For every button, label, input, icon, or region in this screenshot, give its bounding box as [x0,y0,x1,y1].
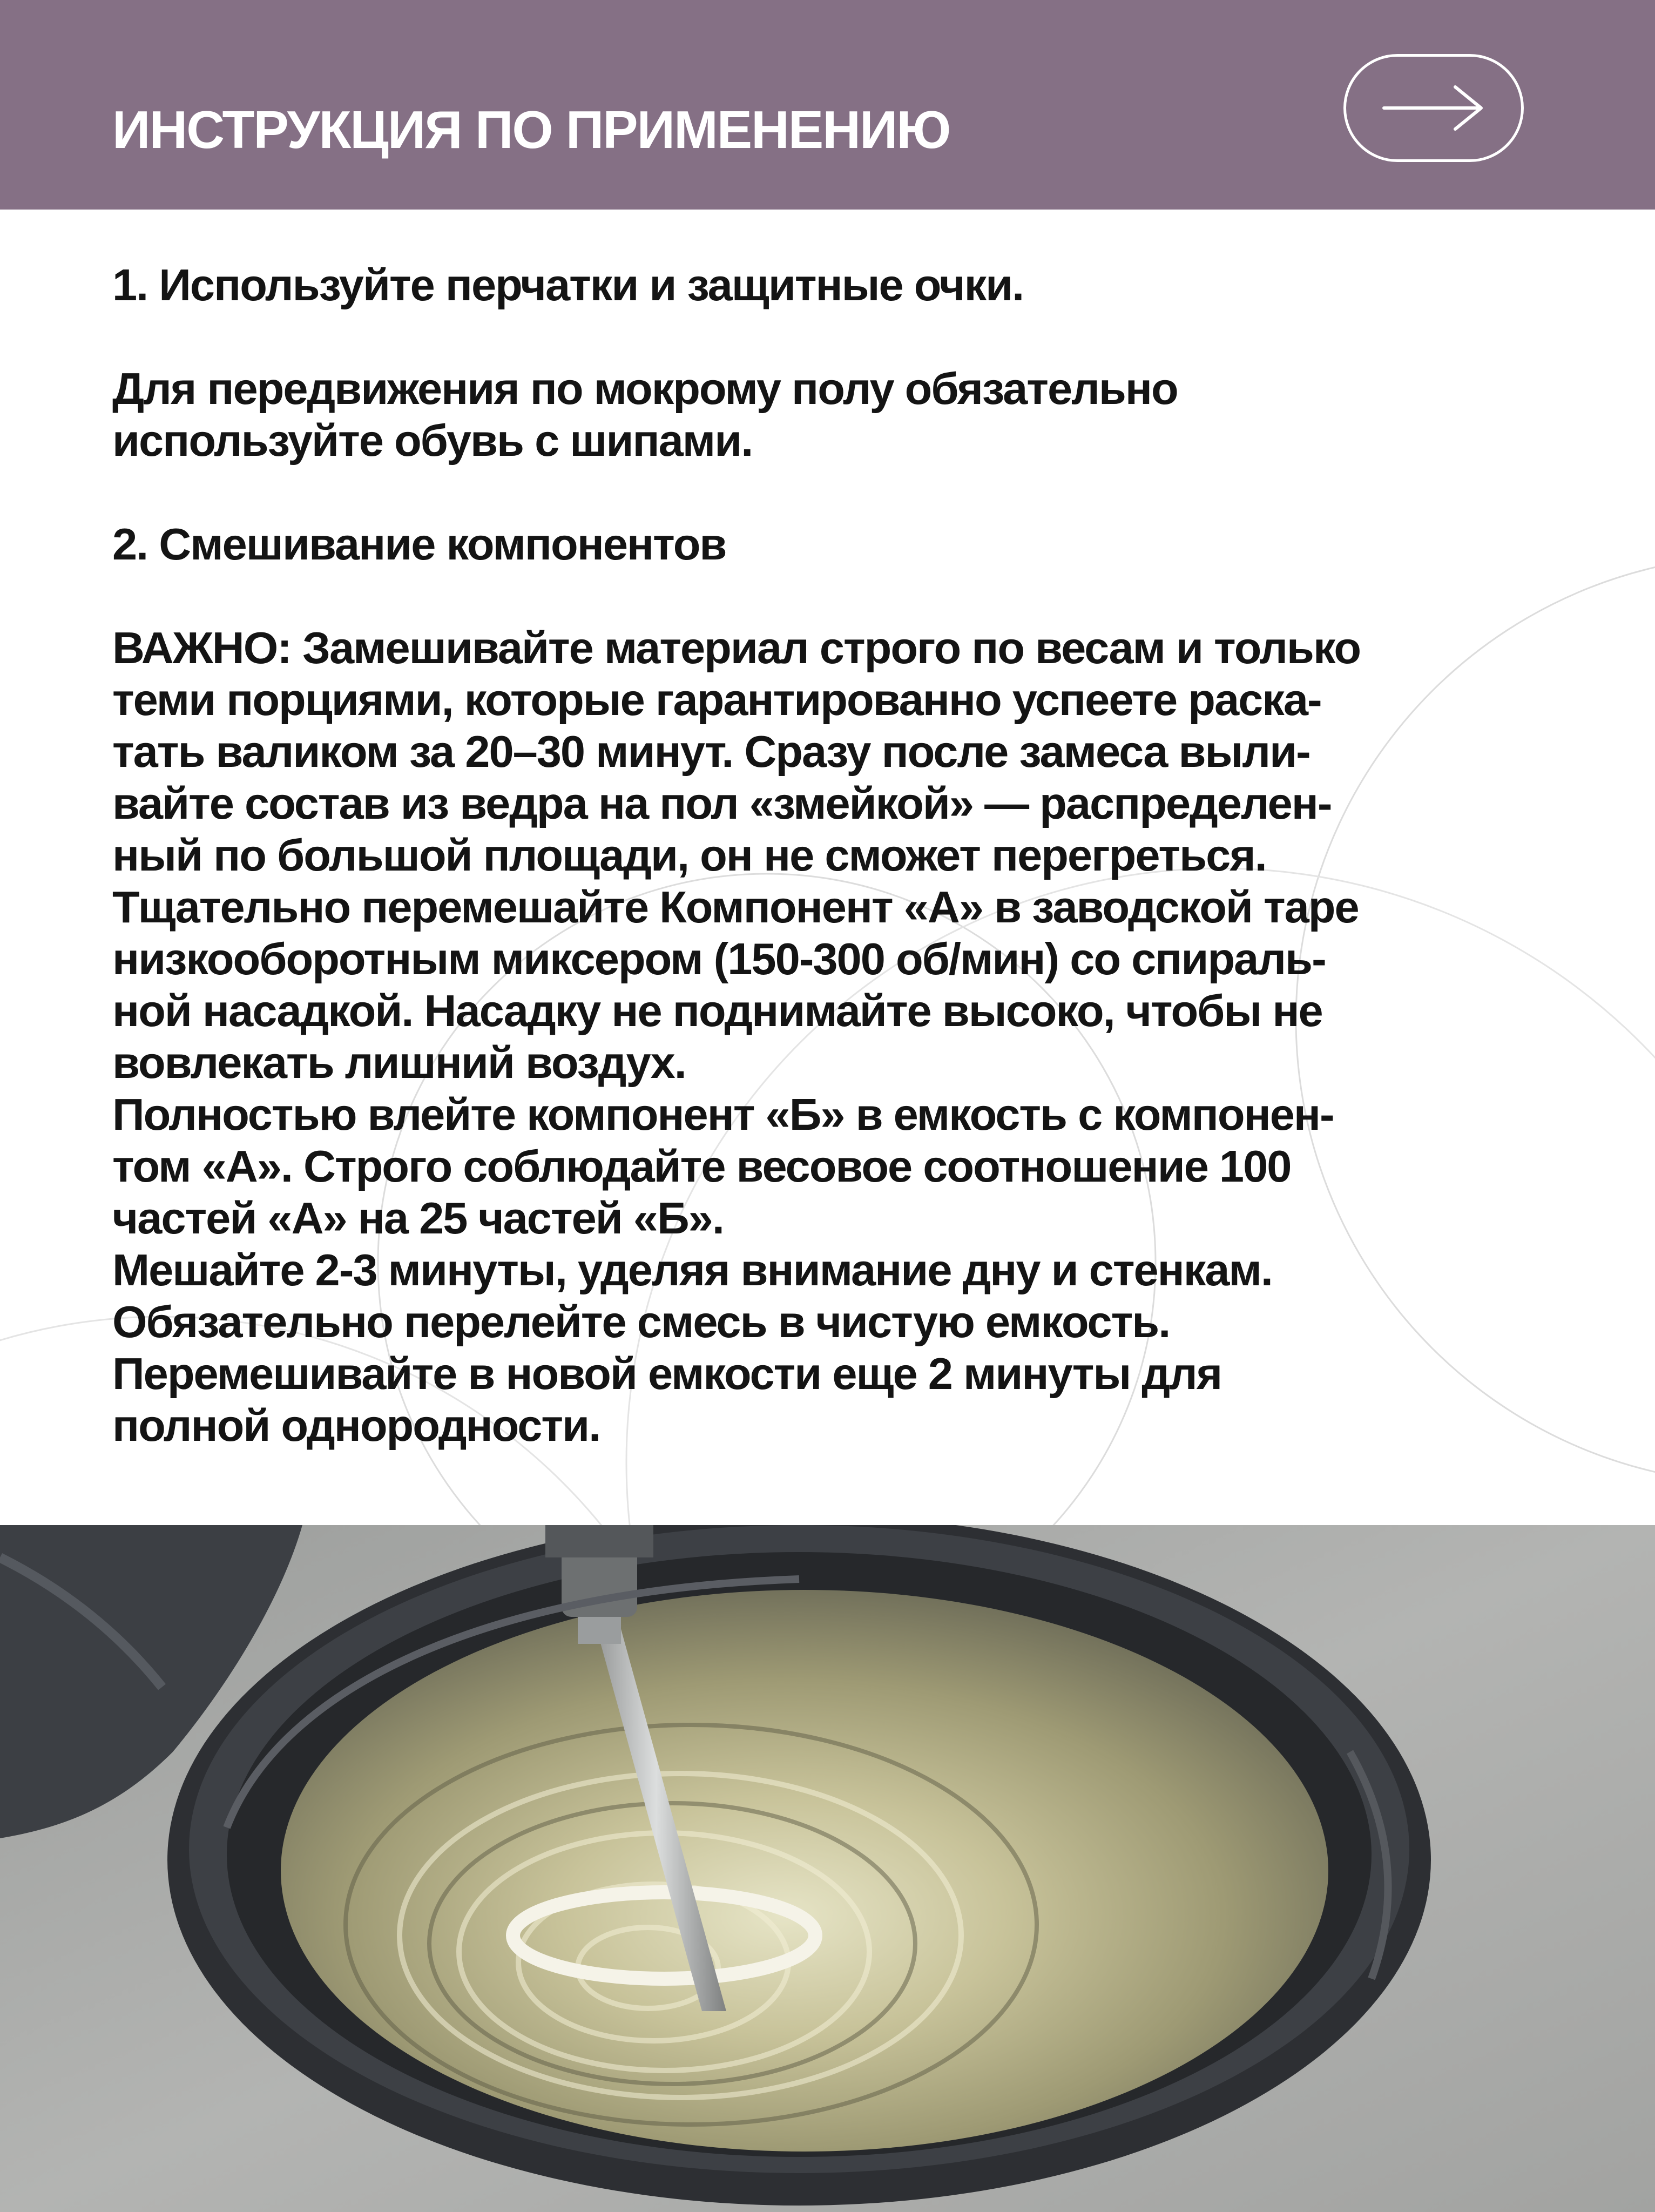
instruction-line: ВАЖНО: Замешивайте материал строго по весам и только [112,623,1361,673]
instruction-line: ный по большой площади, он не сможет перегреться. [112,830,1266,880]
instruction-line: теми порциями, которые гарантированно успеете раска- [112,675,1321,725]
instructions-content [112,259,1549,1452]
footwear-line: используйте обувь с шипами. [112,415,753,466]
instruction-line: полной однородности. [112,1400,600,1451]
safety-line: 1. Используйте перчатки и защитные очки. [112,260,1024,310]
instruction-line: Обязательно перелейте смесь в чистую емкость. [112,1297,1170,1347]
instruction-line: Перемешивайте в новой емкости еще 2 минуты для [112,1348,1222,1399]
instruction-line: ной насадкой. Насадку не поднимайте высоко, чтобы не [112,986,1322,1036]
instruction-line: Тщательно перемешайте Компонент «А» в заводской таре [112,882,1359,932]
section-title: 2. Смешивание компонентов [112,519,726,569]
next-button[interactable] [1343,54,1524,162]
instruction-line: Мешайте 2-3 минуты, уделяя внимание дну и стенкам. [112,1245,1272,1295]
page-title: ИНСТРУКЦИЯ ПО ПРИМЕНЕНИЮ [112,100,950,159]
instruction-line: частей «А» на 25 частей «Б». [112,1193,724,1243]
instruction-line: тать валиком за 20–30 минут. Сразу после замеса выли- [112,726,1310,777]
header-bar [0,0,1655,210]
arrow-right-icon [1380,84,1488,132]
instruction-line: том «А». Строго соблюдайте весовое соотношение 100 [112,1141,1291,1191]
instruction-line: Полностью влейте компонент «Б» в емкость с компонен- [112,1089,1334,1139]
instruction-line: вайте состав из ведра на пол «змейкой» — распределен- [112,778,1332,828]
footwear-line: Для передвижения по мокрому полу обязательно [112,363,1178,414]
instruction-line: вовлекать лишний воздух. [112,1037,686,1088]
mixer-in-bucket-photo [0,1525,1655,2212]
instruction-line: низкооборотным миксером (150-300 об/мин) со спираль- [112,934,1326,984]
